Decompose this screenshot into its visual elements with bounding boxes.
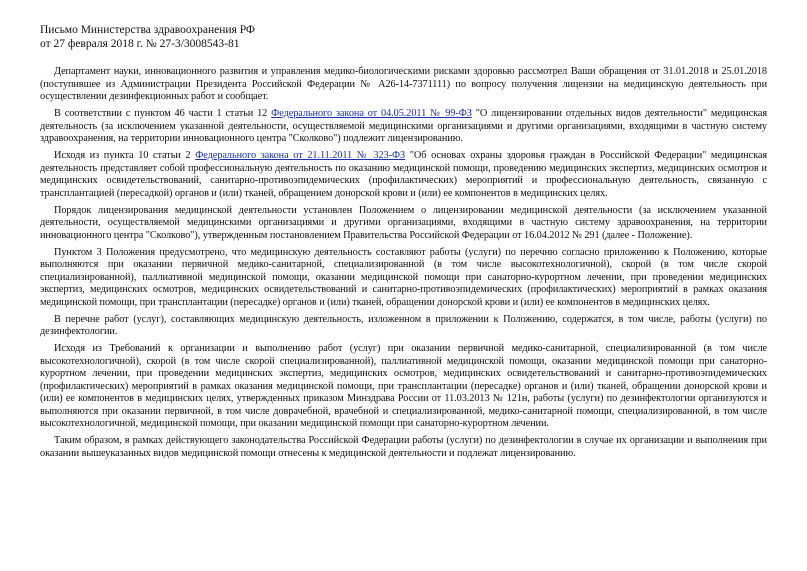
letter-document xyxy=(40,23,767,465)
paragraph-text: Пунктом 3 Положения предусмотрено, что медицинскую деятельность составляют работы (услуги) по перечню согласно приложению к Положению, которые выполняются при оказании первичной медико-санитарной, специализированной (в том числе высокотехнологичной), скорой (в том числе скорой специализированной), паллиативной медицинской помощи, оказании медицинской помощи при санаторно-курортном лечении, при проведении медицинских экспертиз, медицинских осмотров, медицинских освидетельствований и санитарно-противоэпидемических (профилактических) мероприятий в рамках оказания медицинской помощи, при трансплантации (пересадке) органов и (или) тканей, обращении донорской крови и (или) ее компонентов в медицинских целях. xyxy=(40,246,767,308)
paragraph-8 xyxy=(40,435,767,460)
paragraph-text: Исходя из Требований к организации и выполнению работ (услуг) при оказании первичной медико-санитарной, специализированной (в том числе высокотехнологичной), скорой (в том числе скорой специализированной), паллиативной медицинской помощи, оказании медицинской помощи при санаторно-курортном лечении, при проведении медицинских экспертиз, медицинских осмотров, медицинских освидетельствований и санитарно-противоэпидемических (профилактических) мероприятий в рамках оказания медицинской помощи, при трансплантации (пересадке) органов и (или) тканей, обращении донорской крови и (или) ее компонентов в медицинских целях, утвержденных приказом Минздрава России от 11.03.2013 № 121н, работы (услуги) по дезинфектологии организуются и выполняются при оказании первичной, в том числе доврачебной, врачебной и специализированной, медико-санитарной помощи, специализированной, в том числе высокотехнологичной, медицинской помощи, при оказании медицинской помощи при санаторно-курортном лечении. xyxy=(40,343,767,429)
paragraph-text: В соответствии с пунктом 46 части 1 статьи 12 xyxy=(54,108,272,119)
paragraph-1 xyxy=(40,66,767,104)
document-subtitle: от 27 февраля 2018 г. № 27-3/3008543-81 xyxy=(40,38,240,50)
law-link-323-fz[interactable]: Федерального закона от 21.11.2011 № 323-ФЗ xyxy=(195,150,406,161)
paragraph-3 xyxy=(40,150,767,200)
paragraph-text: Исходя из пункта 10 статьи 2 xyxy=(54,150,196,161)
paragraph-text: Таким образом, в рамках действующего законодательства Российской Федерации работы (услуги) по дезинфектологии в случае их организации и выполнения при оказании вышеуказанных видов медицинской помощи отнесены к медицинской деятельности и подлежат лицензированию. xyxy=(40,435,767,459)
paragraph-5 xyxy=(40,247,767,310)
paragraph-7 xyxy=(40,343,767,431)
law-link-99-fz[interactable]: Федерального закона от 04.05.2011 № 99-ФЗ xyxy=(271,108,472,119)
paragraph-2 xyxy=(40,108,767,146)
paragraph-text: В перечне работ (услуг), составляющих медицинскую деятельность, изложенном в приложении к Положению, содержатся, в том числе, работы (услуги) по дезинфектологии. xyxy=(40,313,767,337)
paragraph-text: "О лицензировании отдельных видов деятельности" медицинская деятельность (за исключением указанной деятельности, осуществляемой медицинскими организациями и другими организациями, входящими в частную систему здравоохранения, на территории инновационного центра "Сколково") подлежит лицензированию. xyxy=(40,108,767,144)
paragraph-text: "Об основах охраны здоровья граждан в Российской Федерации" медицинская деятельность представляет собой профессиональную деятельность по оказанию медицинской помощи, проведению медицинских экспертиз, медицинских осмотров и медицинских освидетельствований, санитарно-противоэпидемических (профилактических) мероприятий и профессиональную деятельность, связанную с трансплантацией (пересадкой) органов и (или) тканей, обращением донорской крови и (или) ее компонентов в медицинских целях. xyxy=(40,150,768,199)
paragraph-text: Порядок лицензирования медицинской деятельности установлен Положением о лицензировании медицинской деятельности (за исключением указанной деятельности, осуществляемой медицинскими организациями и другими организациями, входящими в частную систему здравоохранения, на территории инновационного центра "Сколково"), утвержденным постановлением Правительства Российской Федерации от 16.04.2012 № 291 (далее - Положение). xyxy=(40,204,767,241)
paragraph-text: Департамент науки, инновационного развития и управления медико-биологическими рисками здоровью рассмотрел Ваши обращения от 31.01.2018 и 25.01.2018 (поступившее из Администрации Президента Российской Федерации № А26-14-7371111) по вопросу получения лицензии на медицинскую деятельность при осуществлении дезинфекционных работ и сообщает. xyxy=(40,66,767,102)
paragraph-6 xyxy=(40,314,767,339)
paragraph-4 xyxy=(40,205,767,243)
document-title: Письмо Министерства здравоохранения РФ xyxy=(40,24,255,36)
